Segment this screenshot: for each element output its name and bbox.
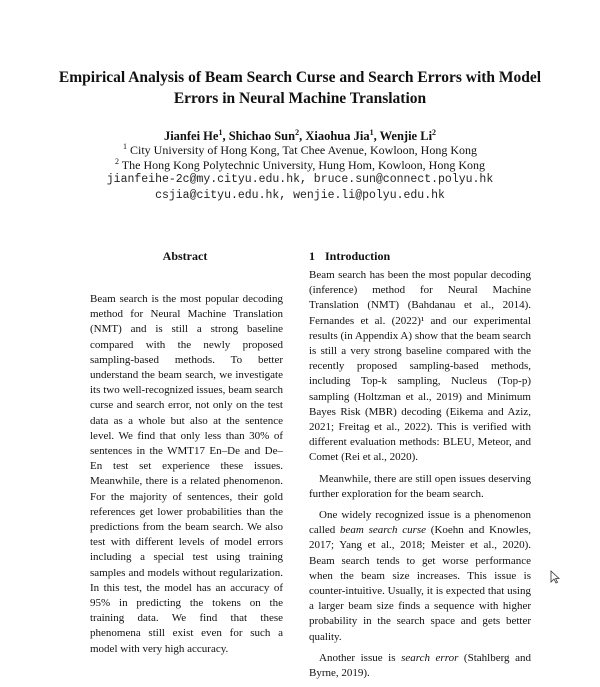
affiliation-1: $^1$ City University of Hong Kong, Tat Chee Avenue, Kowloon, Hong Kong	[122, 142, 477, 157]
paragraph: One widely recognized issue is a phenomenon called beam search curse (Koehn and Knowles, 2017; Yang et al., 2018; Meister et al., 2020). Beam search tends to get worse performance when the beam size increases. This issue is counter-intuitive. Usually, it is expected that using a larger beam size finds a sequence with higher probability in the search space and gets better quality.	[309, 509, 531, 643]
paragraph: Another issue is search error (Stahlberg and Byrne, 2019).	[309, 651, 531, 680]
section-heading-introduction	[309, 249, 549, 264]
author-list: Jianfei He$^1$, Shichao Sun$^2$, Xiaohua Jia$^1$, Wenjie Li$^2$	[163, 127, 437, 143]
email-line-2[interactable]: csjia@cityu.edu.hk, wenjie.li@polyu.edu.hk	[155, 189, 445, 202]
paragraph: Beam search has been the most popular decoding (inference) method for Neural Machine Translation (NMT) (Bahdanau et al., 2014). Fernandes et al. (2022)¹ and our experimental results (in Appendix A) show that the beam search is still a very strong baseline compared with the recently proposed sampling-based methods, including Top-k sampling, Nucleus (Top-p) sampling (Holtzman et al., 2019) and Minimum Bayes Risk (MBR) decoding (Eikema and Aziz, 2021; Freitag et al., 2022). This is verified with different evaluation methods: BLEU, Meteor, and Comet (Rei et al., 2020).	[309, 269, 531, 464]
affiliation-2: $^2$ The Hong Kong Polytechnic University, Hung Hom, Kowloon, Hong Kong	[115, 157, 485, 172]
abstract-text: Beam search is the most popular decoding method for Neural Machine Translation (NMT) and is still a strong baseline compared with the newly proposed sampling-based methods. To better understand the beam search, we investigate its two well-recognized issues, beam search curse and search error, not only on the test data as a whole but also at the sentence level. We find that only less than 30% of sentences in the WMT17 En–De and De–En test set experience these issues. Meanwhile, there is a related phenomenon. For the majority of sentences, their gold references get lower probabilities than the predictions from the beam search. We also test with different levels of model errors including a special test using training samples and models without regularization. In this test, the model has an accuracy of 95% in predicting the tokens on the training data. We find that these phenomena still exist even for such a model with very high accuracy.	[90, 293, 283, 655]
paragraph: Meanwhile, there are still open issues deserving further exploration for the beam search.	[309, 472, 531, 500]
mouse-pointer-icon	[550, 570, 560, 584]
section-number: 1	[309, 249, 315, 263]
paper-title: Empirical Analysis of Beam Search Curse and Search Errors with Model Errors in Neural Machine Translation	[58, 69, 542, 107]
email-line-1[interactable]: jianfeihe-2c@my.cityu.edu.hk, bruce.sun@connect.polyu.hk	[106, 173, 494, 186]
author-name: Jianfei He	[163, 129, 219, 143]
author-name: Shichao Sun	[228, 129, 296, 143]
abstract-heading: Abstract	[162, 249, 208, 263]
section-title: Introduction	[325, 249, 391, 263]
author-name: Xiaohua Jia	[305, 129, 370, 143]
author-name: Wenjie Li	[379, 129, 433, 143]
introduction-body	[309, 268, 531, 687]
